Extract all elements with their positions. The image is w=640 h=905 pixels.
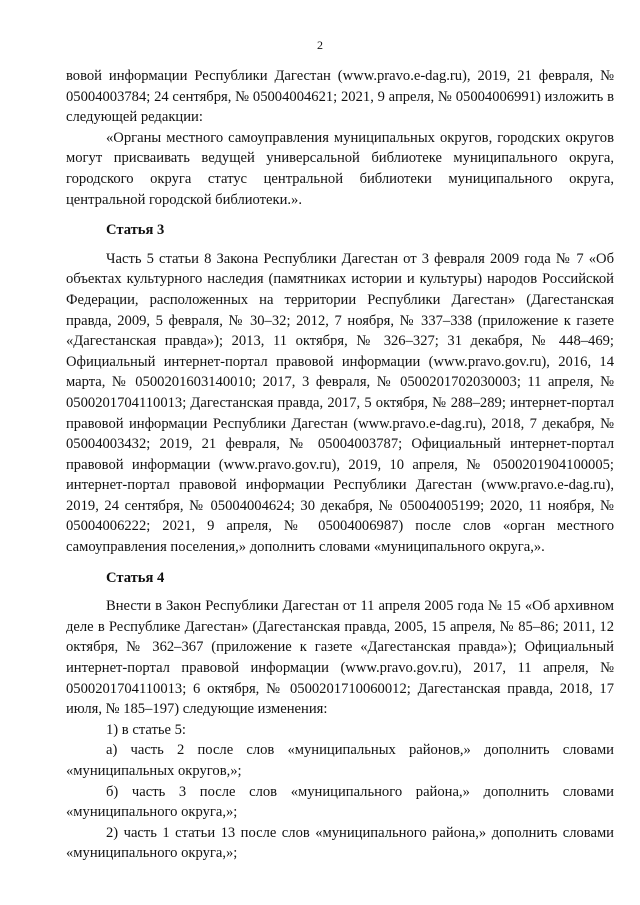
article-3-text: Часть 5 статьи 8 Закона Республики Дагестан от 3 февраля 2009 года № 7 «Об объектах культурного наследия (памятниках истории и культуры) народов Российской Федерации, расположенных на территории Республики Дагестан» (Дагестанская правда, 2009, 5 февраля, № 30–32; 2012, 7 ноября, № 337–338 (приложение к газете «Дагестанская правда»); 2013, 11 октября, № 326–327; 31 декабря, № 448–469; Официальный интернет-портал правовой информации (www.pravo.gov.ru), 2016, 14 марта, № 0500201603140010; 2017, 3 февраля, № 0500201702030003; 11 апреля, № 0500201704110013; Дагестанская правда, 2017, 5 октября, № 288–289; интернет-портал правовой информации Республики Дагестан (www.pravo.e-dag.ru), 2018, 7 декабря, № 05004003432; 2019, 21 февраля, № 05004003787; Официальный интернет-портал правовой информации (www.pravo.gov.ru), 2019, 10 апреля, № 0500201904100005; интернет-портал правовой информации Республики Дагестан (www.pravo.e-dag.ru), 2019, 24 сентября, № 05004004624; 30 декабря, № 05004005199; 2020, 11 ноября, № 05004006222; 2021, 9 апреля, № 05004006987) после слов «орган местного самоуправления поселения,» дополнить словами «муниципального округа,». [66, 250, 614, 556]
article-4-text: Внести в Закон Республики Дагестан от 11 апреля 2005 года № 15 «Об архивном деле в Республике Дагестан» (Дагестанская правда, 2005, 15 апреля, № 85–86; 2011, 12 октября, № 362–367 (приложение к газете «Дагестанская правда»); Официальный интернет-портал правовой информации (www.pravo.gov.ru), 2017, 11 апреля, № 0500201704110013; 6 октября, № 0500201710060012; Дагестанская правда, 2018, 17 июля, № 185–197) следующие изменения: [66, 598, 614, 718]
list-item: а) часть 2 после слов «муниципальных районов,» дополнить словами «муниципальных округов,»; [66, 742, 614, 779]
article-4-heading: Статья 4 [106, 569, 165, 586]
list-item: б) часть 3 после слов «муниципального района,» дополнить словами «муниципального округа,»; [66, 783, 614, 821]
document-body [66, 66, 614, 864]
article-3-heading: Статья 3 [106, 222, 165, 239]
paragraph-continuation: вовой информации Республики Дагестан (www.pravo.e-dag.ru), 2019, 21 февраля, № 05004003784; 24 сентября, № 05004004621; 2021, 9 апреля, № 05004006991) изложить в следующей редакции: [66, 68, 614, 126]
list-item: 1) в статье 5: [106, 721, 186, 738]
paragraph-quote: «Органы местного самоуправления муниципальных округов, городских округов могут присваивать ведущей универсальной библиотеке муниципального округа, городского округа статус центральной библиотеки муниципального округа, центральной городской библиотеки.». [66, 129, 614, 208]
page-number: 2 [317, 38, 323, 52]
list-item: 2) часть 1 статьи 13 после слов «муниципального района,» дополнить словами «муниципального округа,»; [66, 824, 614, 862]
